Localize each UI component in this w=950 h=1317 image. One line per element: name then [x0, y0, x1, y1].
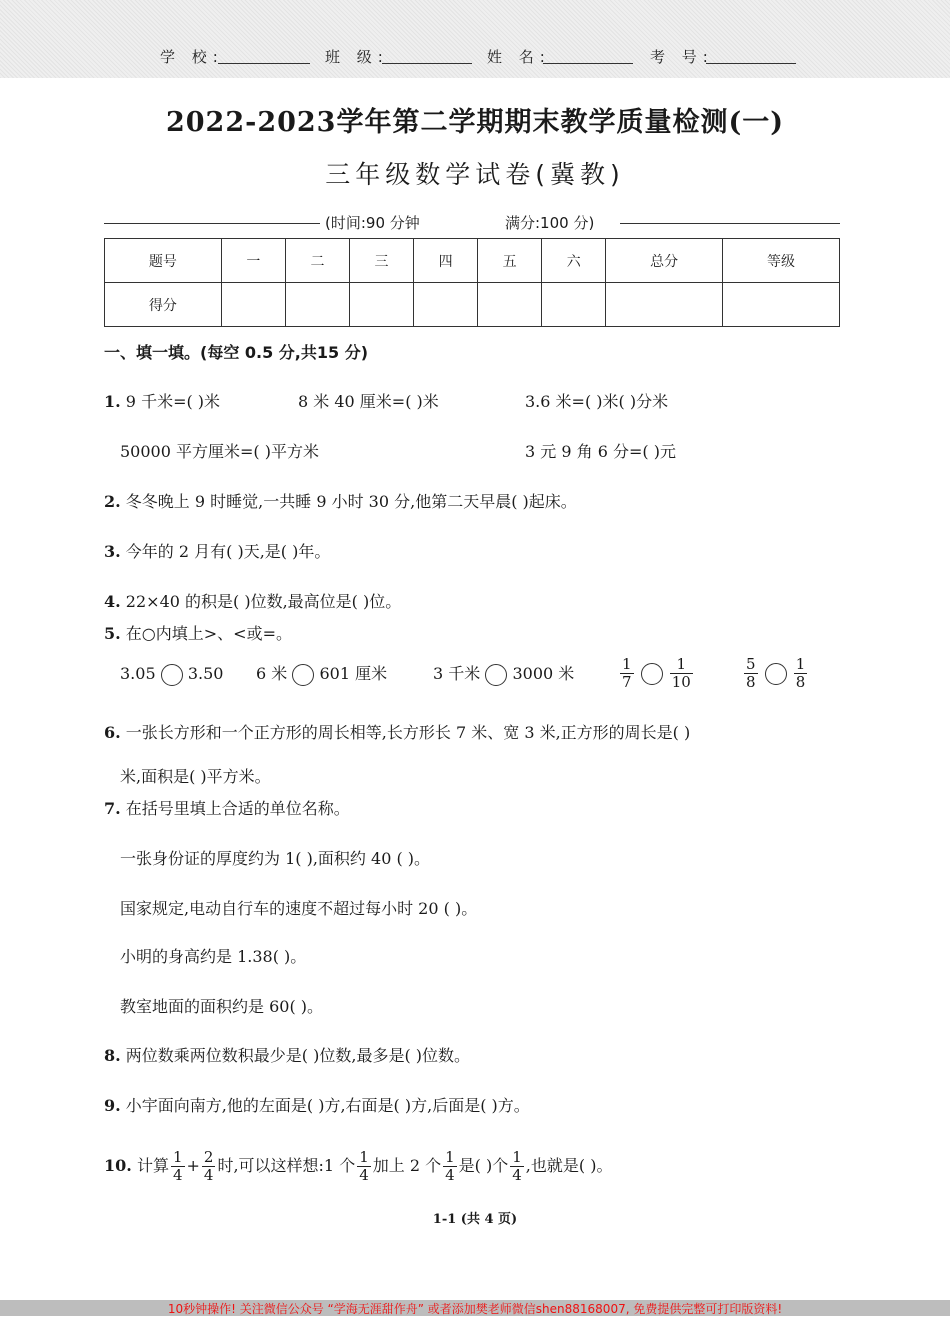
q5-compare-b	[256, 662, 387, 686]
question-text: 22×40 的积是( )位数,最高位是( )位。	[125, 592, 402, 611]
question-text: 今年的 2 月有( )天,是( )年。	[125, 542, 331, 561]
question-text: 计算	[136, 1156, 169, 1175]
q5-compare-a	[120, 662, 223, 686]
question-text: 在○内填上>、<或=。	[125, 624, 292, 643]
question-text: 在括号里填上合适的单位名称。	[125, 799, 350, 818]
fraction: $\frac{1}{4}$	[172, 1148, 183, 1184]
score-table-score-row	[105, 283, 840, 327]
question-number: 3.	[104, 542, 121, 561]
compare-circle[interactable]	[161, 664, 183, 686]
fraction: $\frac{1}{4}$	[445, 1148, 455, 1184]
score-cell[interactable]	[349, 283, 413, 327]
plus-sign: +	[186, 1156, 200, 1175]
compare-left: 6 米	[256, 664, 288, 683]
time-text: (时间:90 分钟	[325, 214, 420, 232]
subtitle-rule-left	[104, 223, 320, 224]
question-number: 1.	[104, 392, 121, 411]
school-blank	[218, 63, 310, 64]
score-table	[104, 238, 840, 327]
question-number: 8.	[104, 1046, 121, 1065]
fraction: $\frac{5}{8}$	[746, 655, 756, 691]
exam-subtitle: 三年级数学试卷(冀教)	[325, 160, 625, 189]
table-header-cell: 四	[414, 239, 478, 283]
question-number: 2.	[104, 492, 121, 511]
table-header-cell: 六	[542, 239, 606, 283]
compare-circle[interactable]	[485, 664, 507, 686]
question-10	[104, 1146, 612, 1186]
compare-circle[interactable]	[641, 663, 663, 685]
full-score-text: 满分:100 分)	[505, 214, 595, 232]
question-text: 冬冬晚上 9 时睡觉,一共睡 9 小时 30 分,他第二天早晨( )起床。	[125, 492, 577, 511]
fraction: $\frac{2}{4}$	[203, 1148, 214, 1184]
question-5	[104, 622, 292, 646]
question-1	[104, 390, 220, 414]
q5-compare-d	[618, 656, 695, 691]
question-number: 9.	[104, 1096, 121, 1115]
question-9	[104, 1094, 530, 1118]
score-cell[interactable]	[723, 283, 840, 327]
subtitle-rule-right	[620, 223, 840, 224]
question-4	[104, 590, 401, 614]
question-8	[104, 1044, 470, 1068]
table-header-cell: 二	[285, 239, 349, 283]
score-cell[interactable]	[414, 283, 478, 327]
compare-left: 3.05	[120, 664, 156, 683]
score-cell[interactable]	[478, 283, 542, 327]
question-number: 10.	[104, 1156, 132, 1175]
question-text: 小宇面向南方,他的左面是( )方,右面是( )方,后面是( )方。	[125, 1096, 530, 1115]
question-text: 一张长方形和一个正方形的周长相等,长方形长 7 米、宽 3 米,正方形的周长是( )	[125, 723, 691, 742]
table-header-cell: 五	[478, 239, 542, 283]
q7-line-2: 国家规定,电动自行车的速度不超过每小时 20 ( )。	[120, 899, 478, 918]
question-2	[104, 490, 577, 514]
q5-compare-e	[742, 656, 809, 691]
compare-left: 3 千米	[433, 664, 481, 683]
question-text: ,也就是( )。	[525, 1156, 613, 1175]
q7-line-1: 一张身份证的厚度约为 1( ),面积约 40 ( )。	[120, 849, 431, 868]
q1-part-c: 3.6 米=( )米( )分米	[525, 392, 669, 411]
compare-circle[interactable]	[765, 663, 787, 685]
question-number: 7.	[104, 799, 121, 818]
fraction: $\frac{1}{4}$	[512, 1148, 522, 1184]
question-text: 时,可以这样想:1 个	[217, 1156, 356, 1175]
q5-compare-c	[433, 662, 574, 686]
question-3	[104, 540, 330, 564]
question-6	[104, 721, 690, 745]
score-cell[interactable]	[606, 283, 723, 327]
q6-line-2: 米,面积是( )平方米。	[120, 767, 271, 786]
table-header-cell: 一	[221, 239, 285, 283]
page-number: 1-1 (共 4 页)	[432, 1212, 518, 1227]
table-header-cell: 总分	[606, 239, 723, 283]
score-cell[interactable]	[285, 283, 349, 327]
question-number: 6.	[104, 723, 121, 742]
section-1-title: 一、填一填。(每空 0.5 分,共15 分)	[104, 343, 369, 362]
question-number: 4.	[104, 592, 121, 611]
q1-part-b: 8 米 40 厘米=( )米	[298, 392, 439, 411]
question-text: 两位数乘两位数积最少是( )位数,最多是( )位数。	[125, 1046, 471, 1065]
fraction: $\frac{1}{10}$	[671, 655, 691, 691]
score-table-header-row	[105, 239, 840, 283]
class-label: 班 级:	[325, 48, 389, 66]
table-header-cell: 题号	[105, 239, 222, 283]
school-label: 学 校:	[160, 48, 224, 66]
name-blank	[543, 63, 633, 64]
question-number: 5.	[104, 624, 121, 643]
id-blank	[706, 63, 796, 64]
fraction: $\frac{1}{4}$	[359, 1148, 369, 1184]
q7-line-4: 教室地面的面积约是 60( )。	[120, 997, 324, 1016]
compare-circle[interactable]	[292, 664, 314, 686]
table-header-cell: 等级	[723, 239, 840, 283]
header-band	[0, 0, 950, 78]
compare-right: 601 厘米	[319, 664, 388, 683]
q7-line-3: 小明的身高约是 1.38( )。	[120, 947, 307, 966]
class-blank	[382, 63, 472, 64]
name-label: 姓 名:	[487, 48, 551, 66]
question-text: 加上 2 个	[372, 1156, 442, 1175]
fraction: $\frac{1}{7}$	[622, 655, 632, 691]
score-cell[interactable]	[221, 283, 285, 327]
score-cell[interactable]	[542, 283, 606, 327]
q1-part-d: 50000 平方厘米=( )平方米	[120, 442, 319, 461]
exam-title: 2022-2023学年第二学期期末教学质量检测(一)	[165, 107, 785, 138]
q1-part-a: 9 千米=( )米	[125, 392, 221, 411]
compare-right: 3.50	[187, 664, 224, 683]
promo-banner: 10秒钟操作! 关注微信公众号 “学海无涯甜作舟” 或者添加樊老师微信shen88168007, 免费提供完整可打印版资料!	[167, 1302, 783, 1316]
fraction: $\frac{1}{8}$	[795, 655, 806, 691]
question-7	[104, 797, 350, 821]
table-header-cell: 三	[349, 239, 413, 283]
question-text: 是( )个	[458, 1156, 509, 1175]
id-label: 考 号:	[650, 48, 714, 66]
score-row-label: 得分	[105, 283, 222, 327]
q1-part-e: 3 元 9 角 6 分=( )元	[525, 442, 676, 461]
compare-right: 3000 米	[512, 664, 575, 683]
